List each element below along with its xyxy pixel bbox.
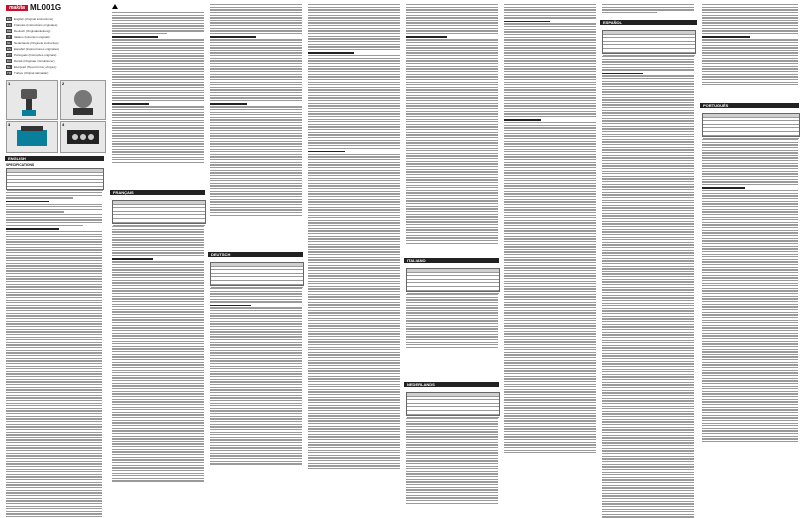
flag-icon: ES xyxy=(6,46,11,51)
text-block xyxy=(406,4,498,245)
spec-table xyxy=(112,200,206,224)
figure-label: 3 xyxy=(8,122,11,127)
flag-icon: FR xyxy=(7,22,11,27)
column-8 xyxy=(700,0,802,518)
text-block xyxy=(504,4,596,455)
lang-label: Dansk (Originale instruktioner) xyxy=(14,58,55,63)
column-6 xyxy=(502,0,598,518)
column-1 xyxy=(0,0,108,518)
model-number: ML001G xyxy=(30,3,62,12)
section-bar-deutsch: DEUTSCH xyxy=(208,252,303,257)
section-bar-espanol: ESPAÑOL xyxy=(600,20,697,25)
column-7 xyxy=(600,0,698,518)
warning-icon xyxy=(112,4,118,9)
figure-label: 2 xyxy=(62,81,65,86)
spec-table xyxy=(6,168,104,190)
flag-icon: EN xyxy=(6,16,12,21)
subhead-spec: SPECIFICATIONS xyxy=(6,163,35,167)
text-block xyxy=(308,4,400,471)
lamp-illustration xyxy=(7,81,57,119)
text-block xyxy=(112,12,204,164)
text-block xyxy=(406,418,498,505)
lang-row xyxy=(6,28,50,33)
section-bar-portugues: PORTUGUÊS xyxy=(700,103,799,108)
flag-icon: DA xyxy=(6,58,12,63)
column-5 xyxy=(404,0,500,518)
flag-icon: EL xyxy=(7,64,11,69)
lang-label: Français (Instructions originales) xyxy=(14,22,58,27)
lang-label: Türkçe (Orijinal talimatlar) xyxy=(14,70,49,75)
lang-label: Ελληνικά (Πρωτότυπες οδηγίες) xyxy=(14,64,57,69)
text-block xyxy=(6,192,102,518)
flag-icon: DE xyxy=(6,28,12,33)
flag-icon: PT xyxy=(7,52,11,57)
battery-illustration xyxy=(7,122,57,152)
text-block xyxy=(702,139,798,444)
lang-row xyxy=(6,16,53,21)
figure-label: 4 xyxy=(62,122,65,127)
lang-label: Nederlands (Originele instructies) xyxy=(14,40,59,45)
lang-row xyxy=(6,52,56,57)
spec-table xyxy=(210,262,304,286)
flag-icon: TR xyxy=(7,70,11,75)
spec-table xyxy=(406,392,500,416)
lang-label: English (Original instructions) xyxy=(14,16,54,21)
lang-row xyxy=(6,46,59,51)
lang-row xyxy=(6,64,56,69)
brand-logo: makita xyxy=(6,5,28,11)
lang-label: Español (Instrucciones originales) xyxy=(14,46,60,51)
lang-label: Português (Instruções originais) xyxy=(14,52,57,57)
column-2 xyxy=(110,0,206,518)
lang-row xyxy=(6,58,55,63)
flag-icon: IT xyxy=(7,34,11,39)
figure-1 xyxy=(6,80,58,120)
flag-icon: NL xyxy=(7,40,11,45)
figure-label: 1 xyxy=(8,81,11,86)
text-block xyxy=(602,4,694,15)
text-block xyxy=(112,226,204,483)
lang-label: Italiano (Istruzioni originali) xyxy=(14,34,50,39)
text-block xyxy=(406,294,498,349)
figure-4 xyxy=(60,121,106,153)
lamp-illustration xyxy=(61,81,105,119)
text-block xyxy=(210,4,302,217)
column-3 xyxy=(208,0,304,518)
text-block xyxy=(210,288,302,466)
lang-row xyxy=(6,40,59,45)
lang-row xyxy=(6,70,48,75)
lang-row xyxy=(6,34,50,39)
text-block xyxy=(702,4,798,87)
section-bar-italiano: ITALIANO xyxy=(404,258,499,263)
column-4 xyxy=(306,0,402,518)
lang-row xyxy=(6,22,57,27)
spec-table xyxy=(702,113,800,137)
section-bar-english: ENGLISH xyxy=(5,156,104,161)
lang-label: Deutsch (Originalanleitung) xyxy=(14,28,51,33)
spec-table xyxy=(406,268,500,292)
spec-table xyxy=(602,30,696,54)
figure-3 xyxy=(6,121,58,153)
section-bar-nederlands: NEDERLANDS xyxy=(404,382,499,387)
text-block xyxy=(602,56,694,518)
section-bar-francais: FRANÇAIS xyxy=(110,190,205,195)
figure-2 xyxy=(60,80,106,120)
button-illustration xyxy=(61,122,105,152)
